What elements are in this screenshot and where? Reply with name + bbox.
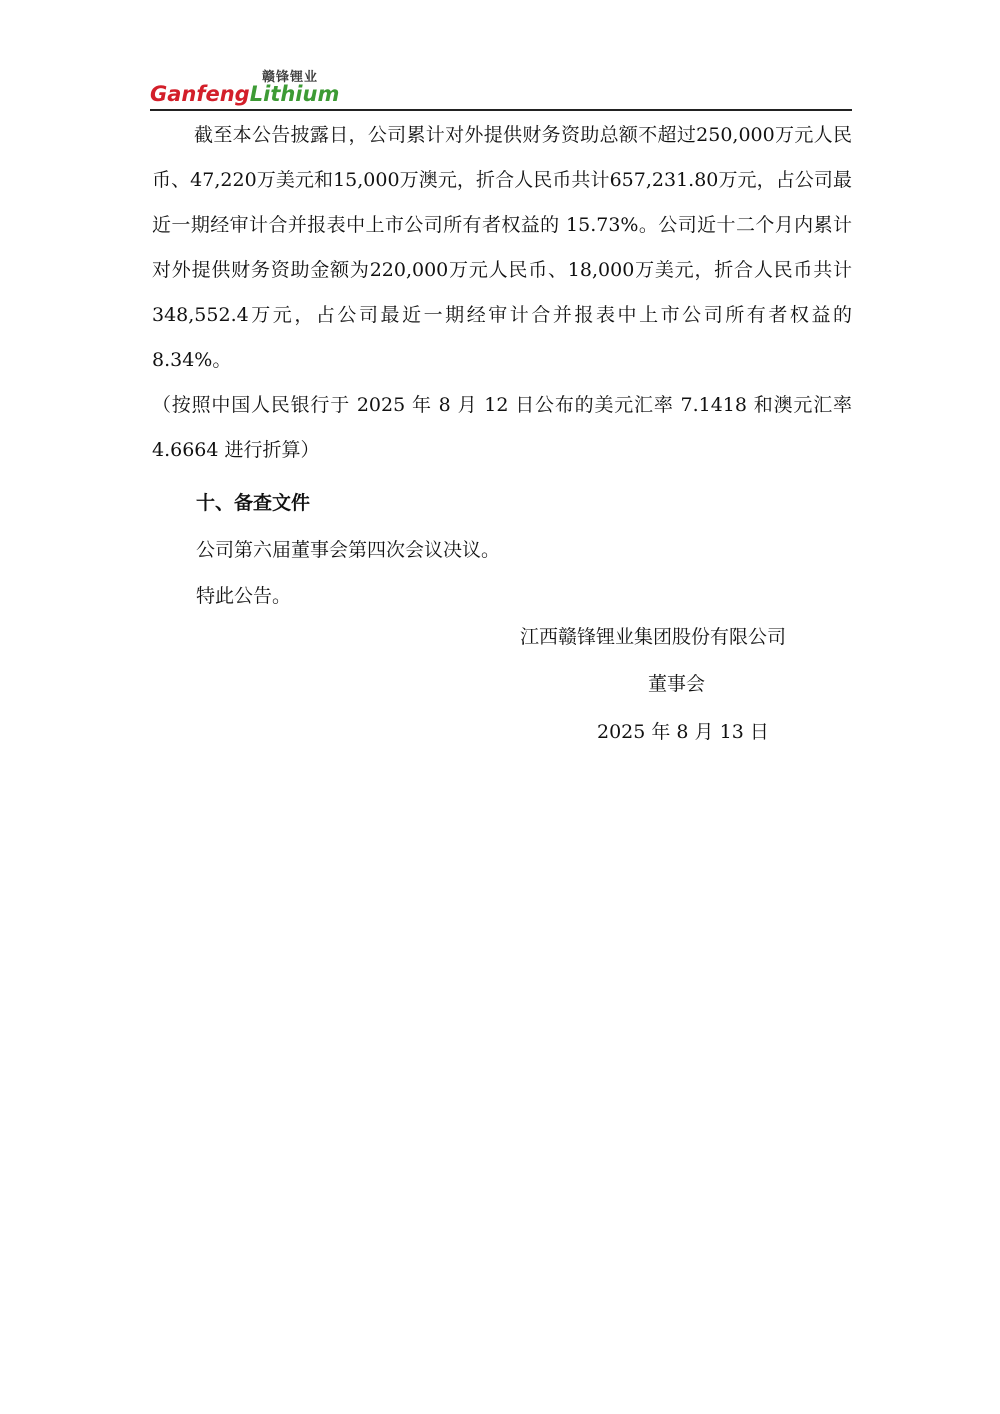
logo-lithium: Lithium [249, 82, 340, 106]
signature-company: 江西赣锋锂业集团股份有限公司 [520, 626, 787, 648]
signature-board: 董事会 [648, 673, 706, 695]
signature-date: 2025 年 8 月 13 日 [597, 721, 769, 743]
company-logo [150, 66, 350, 110]
logo-chinese-name: 赣锋锂业 [262, 70, 319, 85]
header-divider [150, 109, 852, 111]
logo-english-name [150, 82, 339, 106]
section-heading-reference-documents: 十、备查文件 [196, 492, 311, 514]
financial-assistance-paragraph: 截至本公告披露日，公司累计对外提供财务资助总额不超过250,000万元人民币、47,220万美元和15,000万澳元，折合人民币共计657,231.80万元，占公司最近一期经审计合并报表中上市公司所有者权益的 15.73%。公司近十二个月内累计对外提供财务资助金额为220,000万元人民币、18,000万美元，折合人民币共计348,552.4万元，占公司最近一期经审计合并报表中上市公司所有者权益的 8.34%。 [152, 124, 852, 371]
reference-document-item: 公司第六届董事会第四次会议决议。 [196, 539, 501, 561]
logo-ganfeng: Ganfeng [150, 82, 250, 106]
exchange-rate-note: （按照中国人民银行于 2025 年 8 月 12 日公布的美元汇率 7.1418 和澳元汇率 4.6664 进行折算） [152, 394, 852, 461]
closing-statement: 特此公告。 [196, 585, 292, 607]
